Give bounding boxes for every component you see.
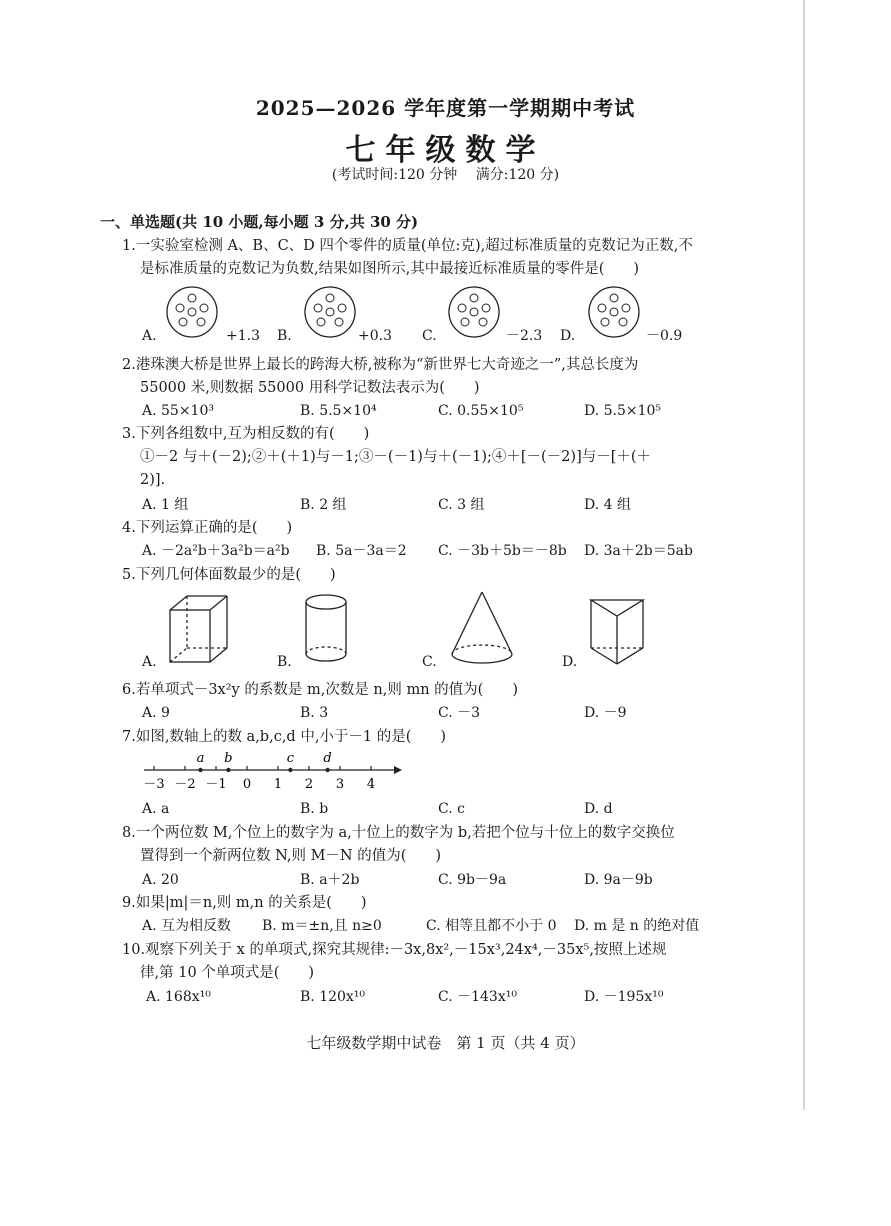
- q8-line2: 置得到一个新两位数 N,则 M－N 的值为( ): [140, 848, 442, 864]
- number-line-figure: [138, 748, 408, 794]
- q3-option-d[interactable]: D. 4 组: [584, 497, 631, 513]
- q1-option-b-value: +0.3: [358, 328, 392, 344]
- q5-option-d[interactable]: D.: [562, 654, 578, 670]
- q6-option-d[interactable]: D. －9: [584, 705, 627, 721]
- q6-option-b[interactable]: B. 3: [300, 705, 329, 721]
- q2-option-b[interactable]: B. 5.5×10⁴: [300, 403, 377, 419]
- q10-option-a[interactable]: A. 168x¹⁰: [146, 989, 211, 1005]
- q6-line1: 6.若单项式－3x²y 的系数是 m,次数是 n,则 mn 的值为( ): [122, 682, 518, 698]
- cube-figure: [165, 592, 235, 668]
- q1-option-d[interactable]: D.: [560, 328, 576, 344]
- number-line-arrow: [394, 766, 402, 774]
- q9-option-b[interactable]: B. m＝±n,且 n≥0: [262, 918, 382, 934]
- number-line-point-label: a: [196, 751, 205, 766]
- part-a-icon: [167, 287, 217, 337]
- q8-option-c[interactable]: C. 9b－9a: [438, 872, 507, 888]
- q7-option-d[interactable]: D. d: [584, 801, 613, 817]
- q8-option-d[interactable]: D. 9a－9b: [584, 872, 653, 888]
- q1-option-a-value: +1.3: [226, 328, 260, 344]
- number-line-point-d: [325, 768, 329, 772]
- q2-option-c[interactable]: C. 0.55×10⁵: [438, 403, 524, 419]
- number-line-tick-label: －1: [205, 777, 227, 792]
- q4-option-b[interactable]: B. 5a－3a＝2: [316, 543, 407, 559]
- number-line-tick-label: 1: [273, 777, 283, 792]
- q2-line2: 55000 米,则数据 55000 用科学记数法表示为( ): [140, 380, 480, 396]
- section-title: 一、单选题(共 10 小题,每小题 3 分,共 30 分): [100, 213, 419, 231]
- part-b-icon: [305, 287, 355, 337]
- q5-option-c[interactable]: C.: [422, 654, 437, 670]
- q3-option-b[interactable]: B. 2 组: [300, 497, 347, 513]
- number-line-point-c: [288, 768, 292, 772]
- q9-option-d[interactable]: D. m 是 n 的绝对值: [574, 918, 700, 934]
- q1-line2: 是标准质量的克数记为负数,结果如图所示,其中最接近标准质量的零件是( ): [140, 261, 640, 277]
- q9-line1: 9.如果|m|＝n,则 m,n 的关系是( ): [122, 895, 367, 911]
- number-line-point-a: [198, 768, 202, 772]
- q3-line2: ①－2 与＋(－2);②＋(＋1)与－1;③－(－1)与＋(－1);④＋[－(－2)]与－[＋(＋: [140, 449, 652, 465]
- number-line-tick-label: －2: [174, 777, 196, 792]
- q8-line1: 8.一个两位数 M,个位上的数字为 a,十位上的数字为 b,若把个位与十位上的数字交换位: [122, 825, 675, 841]
- part-d-icon: [589, 287, 639, 337]
- q10-line1: 10.观察下列关于 x 的单项式,探究其规律:－3x,8x²,－15x³,24x⁴,－35x⁵,按照上述规: [122, 942, 667, 958]
- q1-line1: 1.一实验室检测 A、B、C、D 四个零件的质量(单位:克),超过标准质量的克数记为正数,不: [122, 238, 693, 254]
- number-line-tick-label: 2: [304, 777, 314, 792]
- number-line-point-label: d: [323, 751, 332, 766]
- number-line-point-label: b: [224, 751, 233, 766]
- q7-line1: 7.如图,数轴上的数 a,b,c,d 中,小于－1 的是( ): [122, 729, 447, 745]
- q1-option-b[interactable]: B.: [277, 328, 292, 344]
- q10-line2: 律,第 10 个单项式是( ): [140, 965, 315, 981]
- q5-option-a[interactable]: A.: [142, 654, 157, 670]
- number-line-tick-label: 4: [366, 777, 376, 792]
- q6-option-c[interactable]: C. －3: [438, 705, 481, 721]
- q9-option-a[interactable]: A. 互为相反数: [142, 918, 232, 934]
- q4-option-c[interactable]: C. －3b＋5b＝－8b: [438, 543, 567, 559]
- q2-option-d[interactable]: D. 5.5×10⁵: [584, 403, 662, 419]
- q5-line1: 5.下列几何体面数最少的是( ): [122, 567, 336, 583]
- number-line-tick-label: 0: [242, 777, 252, 792]
- q3-option-c[interactable]: C. 3 组: [438, 497, 485, 513]
- q8-option-b[interactable]: B. a＋2b: [300, 872, 360, 888]
- q2-line1: 2.港珠澳大桥是世界上最长的跨海大桥,被称为“新世界七大奇迹之一”,其总长度为: [122, 357, 639, 373]
- q10-option-c[interactable]: C. －143x¹⁰: [438, 989, 517, 1005]
- q2-option-a[interactable]: A. 55×10³: [142, 403, 214, 419]
- q10-option-d[interactable]: D. －195x¹⁰: [584, 989, 664, 1005]
- exam-title: 2025—2026 学年度第一学期期中考试: [255, 96, 636, 120]
- q9-option-c[interactable]: C. 相等且都不小于 0: [426, 918, 557, 934]
- cylinder-figure: [300, 592, 354, 668]
- cone-figure: [446, 588, 518, 668]
- q5-option-b[interactable]: B.: [277, 654, 292, 670]
- q7-option-a[interactable]: A. a: [142, 801, 170, 817]
- q10-option-b[interactable]: B. 120x¹⁰: [300, 989, 366, 1005]
- triangular-prism-figure: [585, 592, 655, 668]
- q6-option-a[interactable]: A. 9: [142, 705, 170, 721]
- q4-option-d[interactable]: D. 3a＋2b＝5ab: [584, 543, 693, 559]
- subject-title: 七年级数学: [345, 133, 546, 168]
- q8-option-a[interactable]: A. 20: [142, 872, 179, 888]
- q7-option-c[interactable]: C. c: [438, 801, 465, 817]
- number-line-point-b: [226, 768, 230, 772]
- q3-option-a[interactable]: A. 1 组: [142, 497, 189, 513]
- q3-line1: 3.下列各组数中,互为相反数的有( ): [122, 426, 370, 442]
- q7-option-b[interactable]: B. b: [300, 801, 329, 817]
- q3-line3: 2)].: [140, 472, 166, 488]
- number-line-tick-label: －3: [143, 777, 165, 792]
- q1-option-a[interactable]: A.: [142, 328, 157, 344]
- page-footer: 七年级数学期中试卷 第 1 页（共 4 页）: [306, 1034, 585, 1052]
- q1-option-c-value: －2.3: [506, 328, 543, 344]
- number-line-tick-label: 3: [335, 777, 345, 792]
- q4-line1: 4.下列运算正确的是( ): [122, 520, 293, 536]
- q1-option-c[interactable]: C.: [422, 328, 437, 344]
- part-c-icon: [449, 287, 499, 337]
- number-line-point-label: c: [286, 751, 295, 766]
- q1-option-d-value: －0.9: [646, 328, 683, 344]
- q4-option-a[interactable]: A. －2a²b＋3a²b＝a²b: [142, 543, 290, 559]
- exam-info: (考试时间:120 分钟 满分:120 分): [331, 167, 560, 183]
